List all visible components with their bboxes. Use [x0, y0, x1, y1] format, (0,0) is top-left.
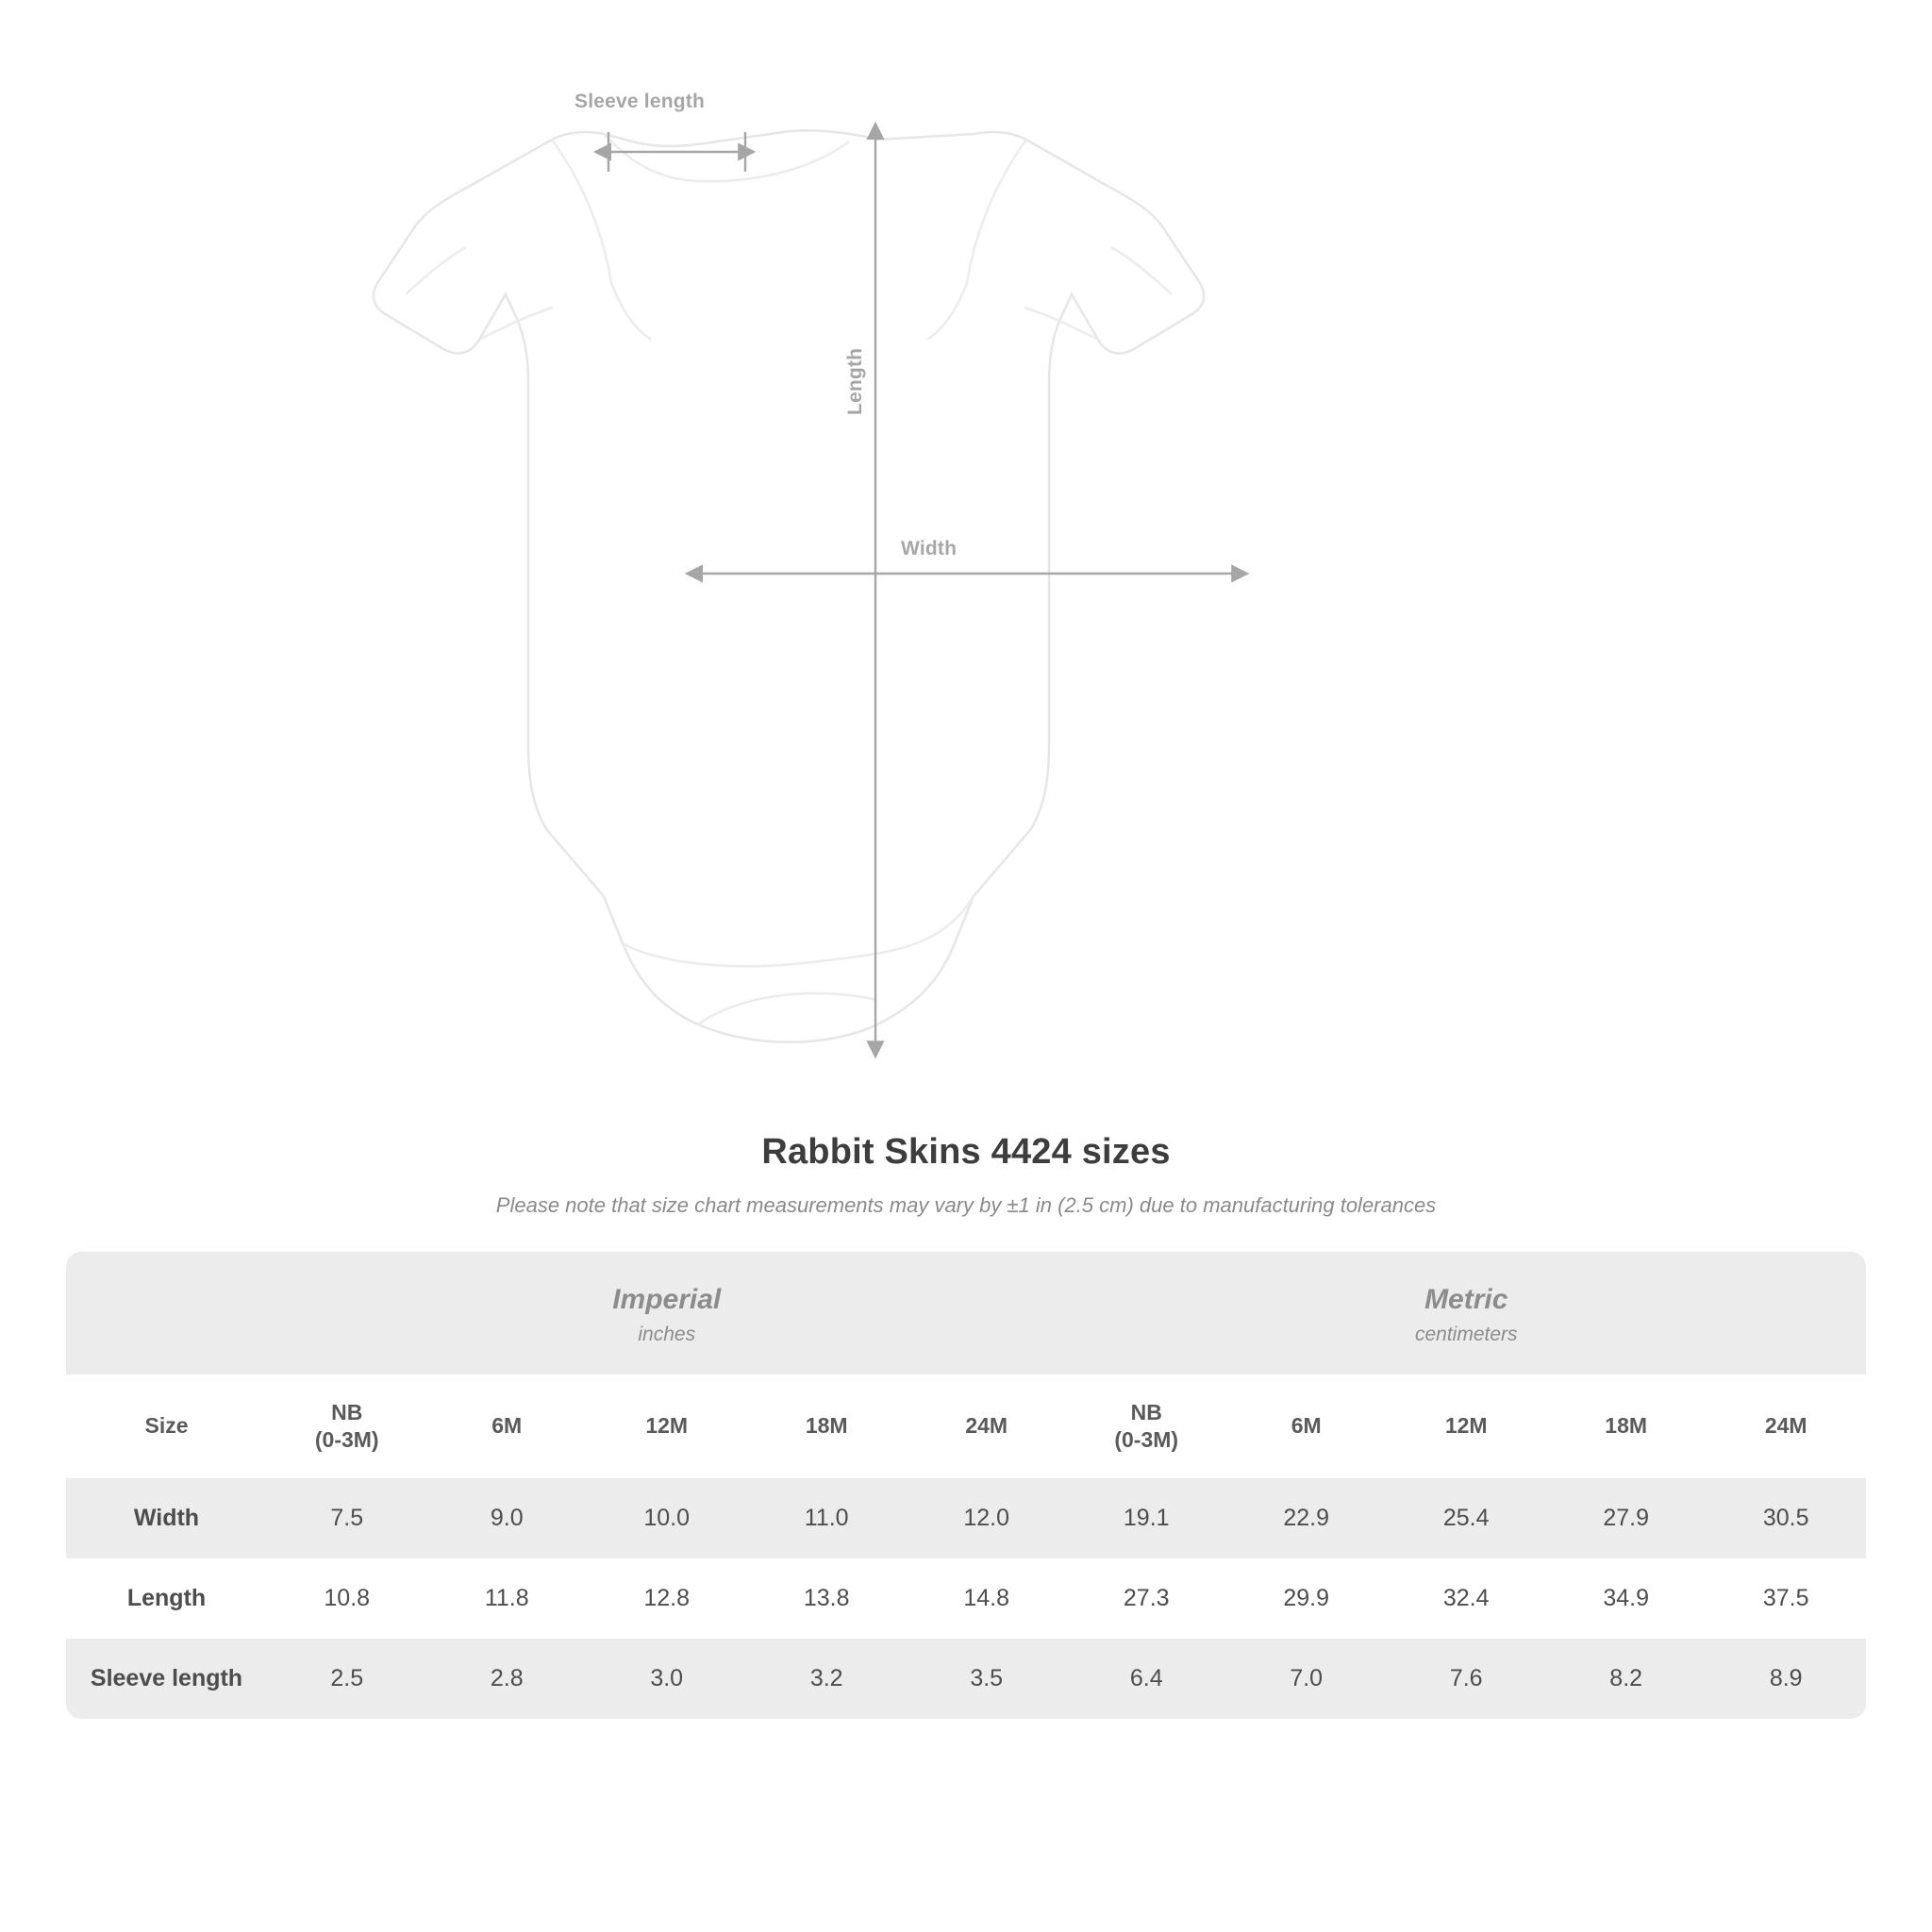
cell-sleeve-0: 2.5: [267, 1639, 426, 1719]
header-col-0: [267, 1374, 426, 1478]
cell-length-2: 12.8: [587, 1558, 746, 1639]
header-col-9: 24M: [1706, 1374, 1866, 1478]
header-col-3: 18M: [746, 1374, 906, 1478]
sleeve-length-dimension-label: Sleeve length: [575, 91, 705, 112]
cell-length-4: 14.8: [907, 1558, 1067, 1639]
unit-group-metric-name: Metric: [1424, 1284, 1508, 1315]
cell-width-6: 22.9: [1226, 1478, 1386, 1558]
cell-sleeve-8: 8.2: [1546, 1639, 1706, 1719]
cell-sleeve-3: 3.2: [746, 1639, 906, 1719]
cell-sleeve-7: 7.6: [1386, 1639, 1545, 1719]
cell-width-8: 27.9: [1546, 1478, 1706, 1558]
cell-width-2: 10.0: [587, 1478, 746, 1558]
length-dimension-label: Length: [844, 347, 866, 415]
size-table: [66, 1252, 1866, 1719]
cell-sleeve-9: 8.9: [1706, 1639, 1866, 1719]
header-col-5: [1066, 1374, 1225, 1478]
cell-width-1: 9.0: [426, 1478, 586, 1558]
width-dimension-label: Width: [901, 538, 958, 559]
table-row: [66, 1639, 1866, 1719]
row-label-width: Width: [66, 1478, 267, 1558]
tolerance-note: Please note that size chart measurements may vary by ±1 in (2.5 cm) due to manufacturing tolerances: [495, 1193, 1437, 1217]
header-col-8: 18M: [1546, 1374, 1706, 1478]
cell-width-3: 11.0: [746, 1478, 906, 1558]
header-col-1: 6M: [426, 1374, 586, 1478]
page-title: Rabbit Skins 4424 sizes: [761, 1132, 1171, 1172]
cell-length-3: 13.8: [746, 1558, 906, 1639]
cell-length-1: 11.8: [426, 1558, 586, 1639]
header-col-5-line1: NB: [1130, 1400, 1162, 1424]
cell-length-8: 34.9: [1546, 1558, 1706, 1639]
header-col-4: 24M: [907, 1374, 1067, 1478]
cell-width-9: 30.5: [1706, 1478, 1866, 1558]
unit-group-row: [66, 1252, 1866, 1374]
cell-length-6: 29.9: [1226, 1558, 1386, 1639]
cell-sleeve-1: 2.8: [426, 1639, 586, 1719]
header-size: Size: [66, 1374, 267, 1478]
cell-sleeve-4: 3.5: [907, 1639, 1067, 1719]
cell-length-9: 37.5: [1706, 1558, 1866, 1639]
cell-length-0: 10.8: [267, 1558, 426, 1639]
cell-width-5: 19.1: [1066, 1478, 1225, 1558]
cell-sleeve-5: 6.4: [1066, 1639, 1225, 1719]
header-col-2: 12M: [587, 1374, 746, 1478]
table-row: [66, 1478, 1866, 1558]
header-col-0-line2: (0-3M): [314, 1426, 379, 1452]
cell-width-7: 25.4: [1386, 1478, 1545, 1558]
unit-group-metric-sub: centimeters: [1414, 1324, 1518, 1345]
unit-group-imperial-sub: inches: [638, 1324, 696, 1345]
unit-group-metric: [1066, 1252, 1866, 1374]
cell-sleeve-6: 7.0: [1226, 1639, 1386, 1719]
table-row: [66, 1558, 1866, 1639]
row-label-length: Length: [66, 1558, 267, 1639]
unit-group-imperial-name: Imperial: [612, 1284, 722, 1315]
cell-width-0: 7.5: [267, 1478, 426, 1558]
cell-length-5: 27.3: [1066, 1558, 1225, 1639]
table-header-row: [66, 1374, 1866, 1478]
header-col-6: 6M: [1226, 1374, 1386, 1478]
header-col-5-line2: (0-3M): [1114, 1426, 1179, 1452]
unit-group-spacer: [66, 1252, 267, 1374]
cell-width-4: 12.0: [907, 1478, 1067, 1558]
size-table-wrapper: [66, 1252, 1866, 1719]
row-label-sleeve-length: Sleeve length: [66, 1639, 267, 1719]
cell-sleeve-2: 3.0: [587, 1639, 746, 1719]
header-col-7: 12M: [1386, 1374, 1545, 1478]
header-col-0-line1: NB: [331, 1400, 363, 1424]
title-block: [0, 1132, 1932, 1218]
cell-length-7: 32.4: [1386, 1558, 1545, 1639]
unit-group-imperial: [267, 1252, 1066, 1374]
